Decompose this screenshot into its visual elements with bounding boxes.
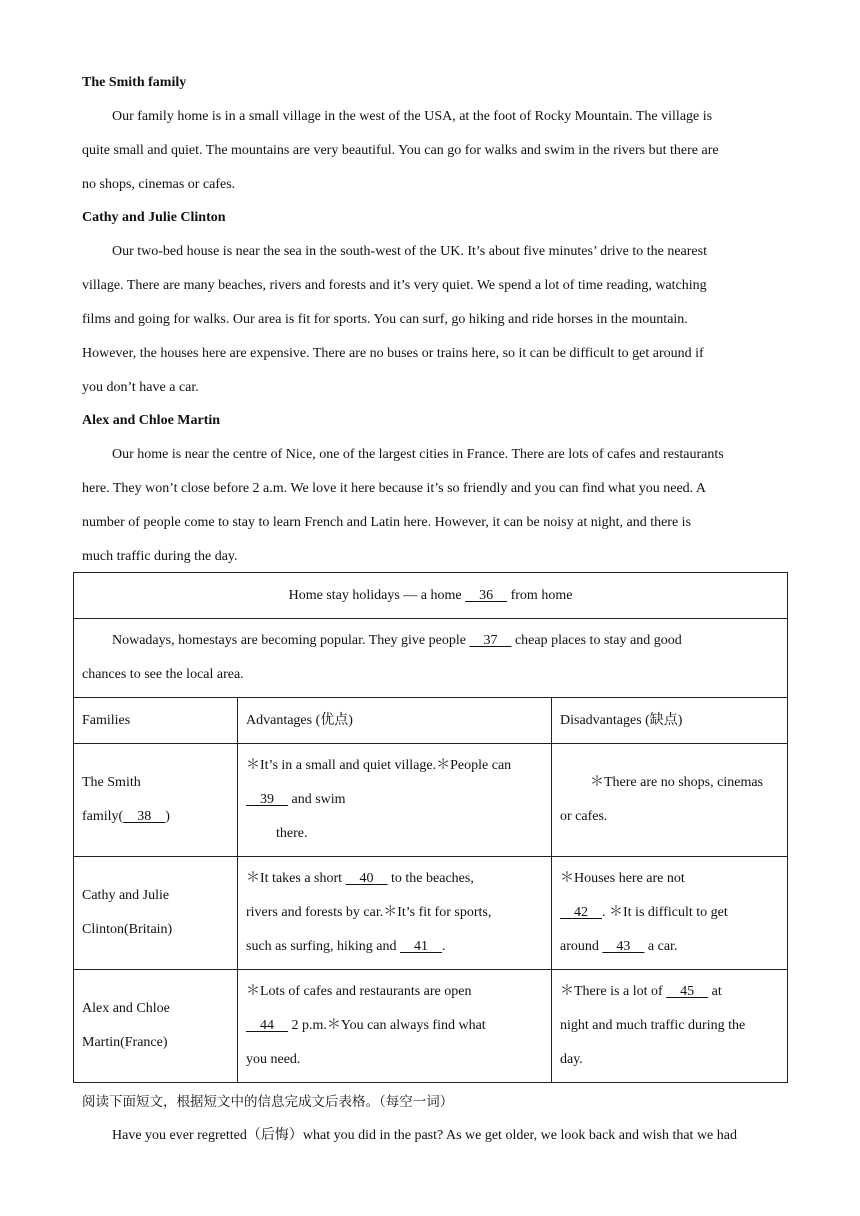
header-disadvantages: Disadvantages (缺点) — [552, 698, 788, 744]
table-intro: Nowadays, homestays are becoming popular. They give people 37 cheap places to stay and good chances to see the local area. — [74, 619, 788, 698]
instruction-text: 阅读下面短文，根据短文中的信息完成文后表格。（每空一词） — [82, 1094, 454, 1110]
blank-44: 44 — [260, 1018, 274, 1033]
section-heading-clinton: Cathy and Julie Clinton — [82, 210, 226, 225]
blank-38: 38 — [137, 809, 152, 824]
paragraph-line: Our family home is in a small village in the west of the USA, at the foot of Rocky Mountain. The village is — [112, 109, 713, 124]
table-title: Home stay holidays — a home 36 from home — [74, 573, 788, 619]
blank-40: 40 — [359, 871, 374, 886]
blank-36: 36 — [479, 587, 494, 603]
blank-41: 41 — [413, 939, 428, 954]
blank-39: 39 — [260, 792, 274, 807]
advantages-cell: ＊It takes a short 40 to the beaches, rivers and forests by car.＊It’s fit for sports, such as surfing, hiking and 41 . — [238, 857, 552, 970]
header-families: Families — [74, 698, 238, 744]
family-cell: Cathy and Julie Clinton(Britain) — [74, 857, 238, 970]
blank-42: 42 — [574, 905, 588, 920]
paragraph-line: However, the houses here are expensive. There are no buses or trains here, so it can be difficult to get around if — [82, 346, 704, 361]
paragraph-line: no shops, cinemas or cafes. — [82, 177, 236, 192]
paragraph-line: films and going for walks. Our area is fit for sports. You can surf, go hiking and ride horses in the mountain. — [82, 312, 688, 327]
section-heading-smith: The Smith family — [82, 75, 187, 90]
table-row-clinton — [74, 857, 788, 970]
paragraph-line: Our two-bed house is near the sea in the south-west of the UK. It’s about five minutes’ drive to the nearest — [112, 244, 707, 259]
section-heading-martin: Alex and Chloe Martin — [82, 413, 221, 428]
homestay-table — [73, 572, 788, 1083]
table-row-martin — [74, 970, 788, 1083]
blank-43: 43 — [616, 939, 631, 954]
advantages-cell: ＊It’s in a small and quiet village.＊People can 39 and swim there. — [238, 744, 552, 857]
table-header-row — [74, 698, 788, 744]
table-intro-row — [74, 619, 788, 698]
paragraph-line: number of people come to stay to learn French and Latin here. However, it can be noisy at night, and there is — [82, 515, 692, 530]
paragraph-line: Our home is near the centre of Nice, one of the largest cities in France. There are lots of cafes and restaurants — [112, 447, 724, 462]
blank-37: 37 — [483, 633, 498, 648]
next-passage-line: Have you ever regretted（后悔）what you did in the past? As we get older, we look back and wish that we had — [112, 1128, 737, 1143]
family-cell: The Smith family( 38 ) — [74, 744, 238, 857]
disadvantages-cell: ＊Houses here are not 42 . ＊It is difficult to get around 43 a car. — [552, 857, 788, 970]
paragraph-line: quite small and quiet. The mountains are very beautiful. You can go for walks and swim in the rivers but there are — [82, 143, 719, 158]
table-title-row — [74, 573, 788, 619]
disadvantages-cell: ＊There are no shops, cinemas or cafes. — [552, 744, 788, 857]
table-row-smith — [74, 744, 788, 857]
disadvantages-cell: ＊There is a lot of 45 at night and much traffic during the day. — [552, 970, 788, 1083]
family-cell: Alex and Chloe Martin(France) — [74, 970, 238, 1083]
blank-45: 45 — [680, 984, 695, 999]
advantages-cell: ＊Lots of cafes and restaurants are open 44 2 p.m.＊You can always find what you need. — [238, 970, 552, 1083]
paragraph-line: here. They won’t close before 2 a.m. We love it here because it’s so friendly and you can find what you need. A — [82, 481, 707, 496]
paragraph-line: you don’t have a car. — [82, 380, 199, 395]
paragraph-line: much traffic during the day. — [82, 549, 238, 564]
header-advantages: Advantages (优点) — [238, 698, 552, 744]
paragraph-line: village. There are many beaches, rivers and forests and it’s very quiet. We spend a lot of time reading, watching — [82, 278, 707, 293]
